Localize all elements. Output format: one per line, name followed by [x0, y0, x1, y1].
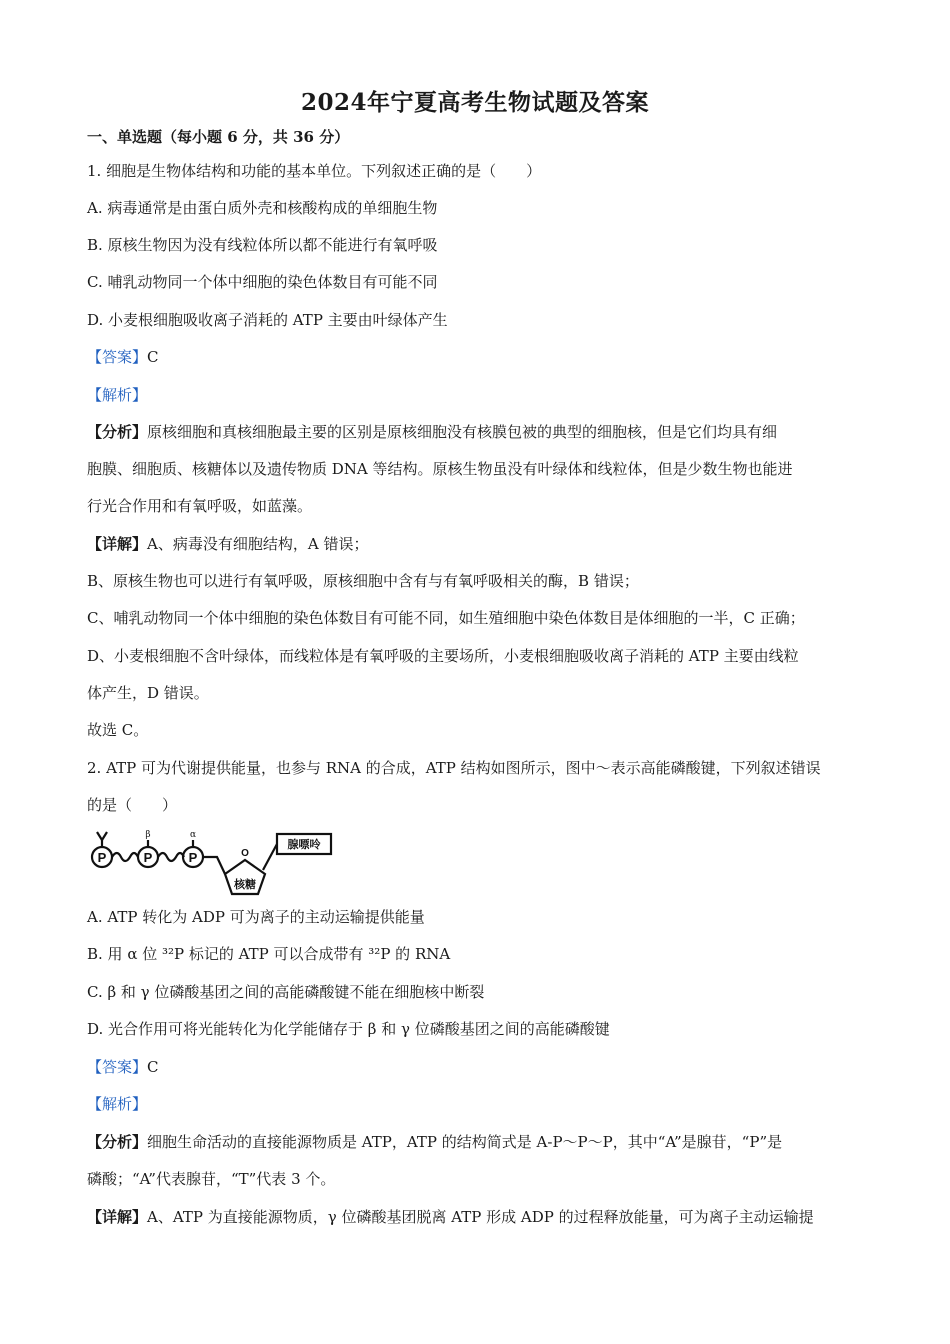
q1-answer: [87, 346, 159, 368]
fenxi-tag: 【分析】: [87, 1133, 148, 1151]
fenxi-tag: 【分析】: [87, 423, 148, 441]
high-energy-bond-1: [112, 853, 138, 861]
q2-option-b: B. 用 α 位 ³²P 标记的 ATP 可以合成带有 ³²P 的 RNA: [87, 945, 451, 963]
fenxi-text: 细胞生命活动的直接能源物质是 ATP，ATP 的结构简式是 A-P～P～P，其中“A”是腺苷，“P”是: [147, 1133, 783, 1151]
fenxi-text: 原核细胞和真核细胞最主要的区别是原核细胞没有核膜包被的典型的细胞核，但是它们均具有细: [147, 423, 778, 441]
q1-fenxi-line-2: 胞膜、细胞质、核糖体以及遗传物质 DNA 等结构。原核生物虽没有叶绿体和线粒体，但是少数生物也能进: [87, 460, 793, 478]
q2-fenxi-line-2: 磷酸；“A”代表腺苷，“T”代表 3 个。: [87, 1170, 336, 1188]
answer-tag: 【答案】: [87, 1058, 148, 1076]
high-energy-bond-2: [158, 853, 184, 861]
q2-analysis-tag: 【解析】: [87, 1095, 148, 1113]
xiangjie-tag: 【详解】: [87, 1208, 148, 1226]
answer-value: C: [147, 348, 159, 366]
q1-fenxi-line-3: 行光合作用和有氧呼吸，如蓝藻。: [87, 497, 313, 515]
adenine-label: 腺嘌呤: [287, 838, 321, 851]
q2-stem-line-1: 2. ATP 可为代谢提供能量，也参与 RNA 的合成，ATP 结构如图所示，图中～表示高能磷酸键，下列叙述错误: [87, 759, 821, 777]
q2-xiangjie-line-1: [87, 1206, 814, 1228]
q1-xiangjie-line-5: 体产生，D 错误。: [87, 684, 209, 702]
q1-xiangjie-line-3: C、哺乳动物同一个体中细胞的染色体数目有可能不同，如生殖细胞中染色体数目是体细胞的一半，C 正确；: [87, 609, 805, 627]
q2-option-d: D. 光合作用可将光能转化为化学能储存于 β 和 γ 位磷酸基团之间的高能磷酸键: [87, 1020, 610, 1038]
xiangjie-tag: 【详解】: [87, 535, 148, 553]
q2-fenxi-line-1: [87, 1131, 782, 1153]
page-title: 2024年宁夏高考生物试题及答案: [300, 89, 649, 116]
ribose-label: 核糖: [234, 878, 256, 891]
q1-option-a: A. 病毒通常是由蛋白质外壳和核酸构成的单细胞生物: [87, 199, 438, 217]
q1-conclusion: 故选 C。: [87, 721, 149, 739]
q2-answer: [87, 1056, 159, 1078]
q1-option-c: C. 哺乳动物同一个体中细胞的染色体数目有可能不同: [87, 273, 438, 291]
q2-option-a: A. ATP 转化为 ADP 可为离子的主动运输提供能量: [87, 908, 425, 926]
phosphate-label-1: P: [97, 850, 107, 865]
q2-stem-line-2: 的是（ ）: [87, 796, 178, 814]
answer-tag: 【答案】: [87, 348, 148, 366]
q1-xiangjie-line-4: D、小麦根细胞不含叶绿体，而线粒体是有氧呼吸的主要场所，小麦根细胞吸收离子消耗的 ATP 主要由线粒: [87, 647, 799, 665]
q1-option-b: B. 原核生物因为没有线粒体所以都不能进行有氧呼吸: [87, 236, 438, 254]
xiangjie-text: A、ATP 为直接能源物质，γ 位磷酸基团脱离 ATP 形成 ADP 的过程释放能量，可为离子主动运输提: [147, 1208, 814, 1226]
q2-option-c: C. β 和 γ 位磷酸基团之间的高能磷酸键不能在细胞核中断裂: [87, 983, 485, 1001]
q1-stem: 1. 细胞是生物体结构和功能的基本单位。下列叙述正确的是（ ）: [87, 162, 542, 180]
q1-xiangjie-line-1: [87, 533, 368, 555]
greek-alpha: α: [189, 830, 197, 840]
section-heading: 一、单选题（每小题 6 分，共 36 分）: [87, 128, 350, 146]
atp-structure-diagram: [85, 826, 335, 898]
phosphate-label-2: P: [143, 850, 153, 865]
q1-option-d: D. 小麦根细胞吸收离子消耗的 ATP 主要由叶绿体产生: [87, 311, 448, 329]
phosphate-label-3: P: [188, 850, 198, 865]
q1-fenxi-line-1: [87, 421, 777, 443]
oxygen-label: O: [241, 848, 249, 859]
q1-xiangjie-line-2: B、原核生物也可以进行有氧呼吸，原核细胞中含有与有氧呼吸相关的酶，B 错误；: [87, 572, 639, 590]
answer-value: C: [147, 1058, 159, 1076]
greek-beta: β: [145, 830, 151, 840]
q1-analysis-tag: 【解析】: [87, 386, 148, 404]
xiangjie-text: A、病毒没有细胞结构，A 错误；: [147, 535, 369, 553]
